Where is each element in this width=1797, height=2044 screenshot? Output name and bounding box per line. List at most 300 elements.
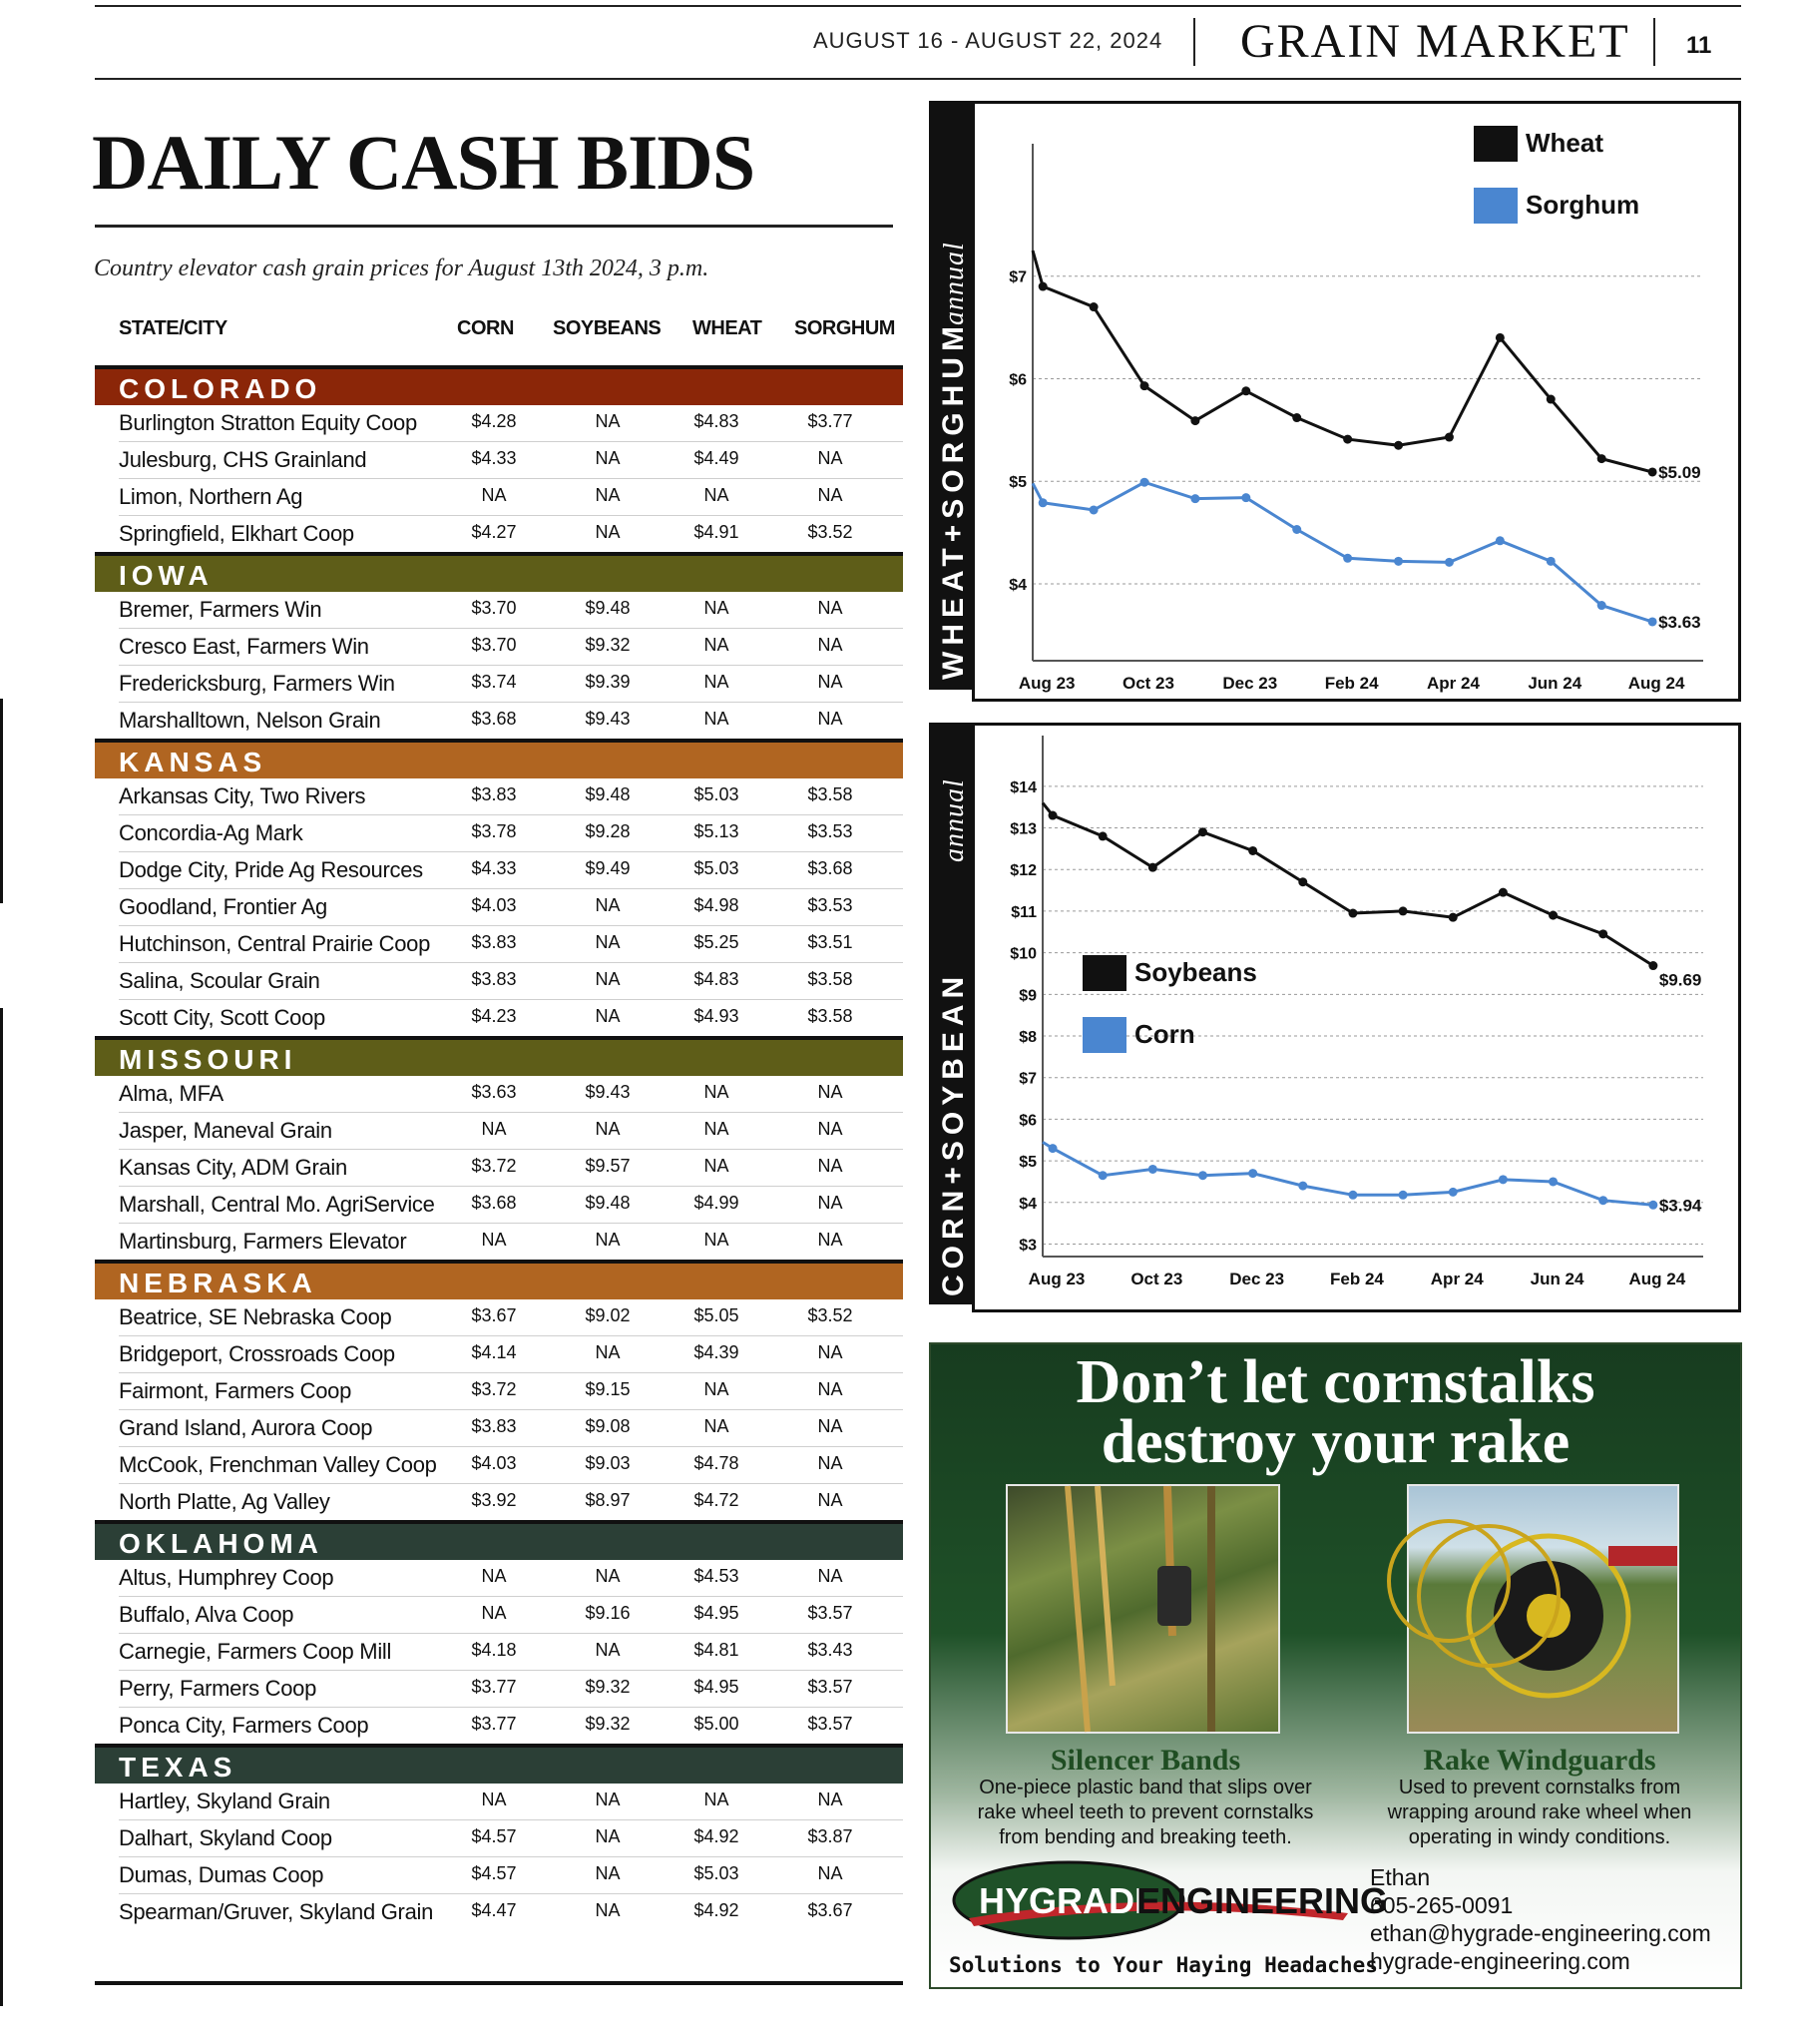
corn-price: $3.83 xyxy=(471,784,517,804)
table-row xyxy=(119,852,903,889)
corn-price: $3.78 xyxy=(471,821,517,841)
soybean-price: $9.32 xyxy=(585,635,631,655)
table-row xyxy=(119,815,903,852)
sorghum-price: $3.68 xyxy=(807,858,853,878)
legend-label-corn: Corn xyxy=(1134,1019,1195,1049)
title-rule xyxy=(95,225,893,228)
data-point-corn xyxy=(1399,1191,1408,1200)
wheat-price: NA xyxy=(703,485,729,505)
y-tick-label: $5 xyxy=(1019,1154,1037,1172)
sorghum-price: $3.51 xyxy=(807,932,853,952)
data-point-sorghum xyxy=(1090,505,1099,514)
data-point-wheat xyxy=(1648,467,1657,476)
sorghum-price: $3.53 xyxy=(807,821,853,841)
product-description-line: wrapping around rake wheel when xyxy=(1387,1801,1692,1823)
data-point-sorghum xyxy=(1039,498,1048,507)
city-name: Dodge City, Pride Ag Resources xyxy=(119,857,423,882)
wheat-price: $4.95 xyxy=(693,1603,739,1623)
x-tick-label: Aug 23 xyxy=(1028,1270,1086,1288)
soybean-price: $9.43 xyxy=(585,1082,631,1102)
table-row xyxy=(119,703,903,739)
table-row xyxy=(119,1000,903,1036)
soybean-price: NA xyxy=(595,1119,621,1139)
wheat-price: $4.92 xyxy=(693,1900,739,1920)
chart-side-subtitle: annual xyxy=(939,778,970,862)
city-name: Burlington Stratton Equity Coop xyxy=(119,410,417,435)
wheat-sorghum-chart-svg xyxy=(975,104,1738,699)
ad-contact xyxy=(1370,1863,1711,1975)
data-point-sorghum xyxy=(1648,617,1657,626)
legend-swatch-soybeans xyxy=(1083,955,1126,991)
sorghum-price: $3.58 xyxy=(807,1006,853,1026)
data-point-corn xyxy=(1598,1196,1607,1205)
corn-price: $3.74 xyxy=(471,672,517,692)
city-name: Goodland, Frontier Ag xyxy=(119,894,327,919)
legend-label-soybeans: Soybeans xyxy=(1134,957,1257,987)
y-tick-label: $5 xyxy=(1009,474,1027,492)
data-point-wheat xyxy=(1394,441,1403,450)
product-description-line: One-piece plastic band that slips over xyxy=(979,1777,1312,1798)
table-row xyxy=(119,1224,903,1260)
city-name: Fredericksburg, Farmers Win xyxy=(119,671,395,696)
data-point-soybeans xyxy=(1298,877,1307,886)
data-point-soybeans xyxy=(1648,961,1657,970)
data-point-sorghum xyxy=(1140,478,1149,487)
sorghum-price: NA xyxy=(817,635,843,655)
city-name: Spearman/Gruver, Skyland Grain xyxy=(119,1899,434,1924)
corn-price: NA xyxy=(481,1603,507,1623)
header-divider xyxy=(1653,18,1655,66)
sorghum-price: NA xyxy=(817,709,843,729)
product-description-line: rake wheel teeth to prevent cornstalks xyxy=(977,1801,1314,1823)
x-tick-label: Aug 24 xyxy=(1628,1270,1686,1288)
corn-price: $4.23 xyxy=(471,1006,517,1026)
y-tick-label: $13 xyxy=(1010,820,1037,838)
sorghum-price: NA xyxy=(817,672,843,692)
series-line-sorghum xyxy=(1033,482,1652,622)
data-point-corn xyxy=(1648,1201,1657,1210)
logo-text-hygrade: HYGRADE xyxy=(979,1880,1159,1921)
corn-soybean-chart-svg xyxy=(975,726,1738,1309)
table-row xyxy=(119,629,903,666)
wheat-price: NA xyxy=(703,1230,729,1250)
data-point-wheat xyxy=(1597,454,1606,463)
city-name: Hutchinson, Central Prairie Coop xyxy=(119,931,430,956)
wheat-price: $4.49 xyxy=(693,448,739,468)
chart-side-title: CORN+SOYBEAN xyxy=(937,970,970,1296)
x-tick-label: Feb 24 xyxy=(1330,1270,1384,1288)
city-name: Ponca City, Farmers Coop xyxy=(119,1713,369,1738)
corn-price: NA xyxy=(481,1789,507,1809)
state-header-colorado: COLORADO xyxy=(95,365,903,405)
city-name: Jasper, Maneval Grain xyxy=(119,1118,332,1143)
wheat-price: $4.53 xyxy=(693,1566,739,1586)
legend-swatch-corn xyxy=(1083,1017,1126,1053)
table-row xyxy=(119,1150,903,1187)
page-number: 11 xyxy=(1686,32,1712,59)
series-line-soybeans xyxy=(1043,803,1653,966)
hygrade-logo xyxy=(949,1858,1389,1943)
table-row xyxy=(119,926,903,963)
header-rule xyxy=(95,78,1741,80)
table-row xyxy=(119,1671,903,1708)
column-header-soybeans: SOYBEANS xyxy=(553,317,662,339)
data-point-wheat xyxy=(1190,416,1199,425)
top-rule xyxy=(95,5,1741,7)
wheat-price: $4.81 xyxy=(693,1640,739,1660)
table-subtitle: Country elevator cash grain prices for August 13th 2024, 3 p.m. xyxy=(94,256,709,281)
wheat-sorghum-chart xyxy=(972,101,1741,702)
wheat-price: $5.25 xyxy=(693,932,739,952)
sorghum-price: NA xyxy=(817,1082,843,1102)
end-value-label: $3.94 xyxy=(1658,1196,1702,1216)
corn-price: $3.68 xyxy=(471,1193,517,1213)
data-point-sorghum xyxy=(1292,525,1301,534)
table-row xyxy=(119,442,903,479)
hygrade-advertisement[interactable] xyxy=(929,1342,1742,1989)
data-point-corn xyxy=(1248,1169,1257,1178)
contact-phone[interactable]: 605-265-0091 xyxy=(1370,1892,1514,1918)
table-row xyxy=(119,1410,903,1447)
corn-price: $3.77 xyxy=(471,1677,517,1697)
wheat-price: NA xyxy=(703,635,729,655)
x-tick-label: Apr 24 xyxy=(1426,674,1480,693)
data-point-soybeans xyxy=(1248,846,1257,855)
data-point-wheat xyxy=(1292,413,1301,422)
soybean-price: NA xyxy=(595,1826,621,1846)
wheat-price: $5.03 xyxy=(693,784,739,804)
soybean-price: NA xyxy=(595,1230,621,1250)
data-point-soybeans xyxy=(1399,906,1408,915)
product-description-line: operating in windy conditions. xyxy=(1408,1826,1671,1848)
soybean-price: $9.43 xyxy=(585,709,631,729)
x-tick-label: Dec 23 xyxy=(1229,1270,1285,1288)
legend-swatch-sorghum xyxy=(1474,188,1518,224)
city-name: Salina, Scoular Grain xyxy=(119,968,320,993)
soybean-price: NA xyxy=(595,522,621,542)
soybean-price: NA xyxy=(595,1342,621,1362)
sorghum-price: NA xyxy=(817,1230,843,1250)
end-value-label: $9.69 xyxy=(1658,970,1702,990)
soybean-price: $8.97 xyxy=(585,1490,631,1510)
data-point-soybeans xyxy=(1148,863,1157,872)
sorghum-price: $3.52 xyxy=(807,1305,853,1325)
state-header-texas: TEXAS xyxy=(95,1744,903,1784)
wheat-price: $4.93 xyxy=(693,1006,739,1026)
soybean-price: NA xyxy=(595,932,621,952)
table-bottom-rule xyxy=(95,1981,903,1985)
soybean-price: NA xyxy=(595,1900,621,1920)
table-row xyxy=(119,1076,903,1113)
column-header-sorghum: SORGHUM xyxy=(794,317,895,339)
state-rows xyxy=(95,1299,903,1520)
corn-price: $3.77 xyxy=(471,1714,517,1734)
end-value-label: $3.63 xyxy=(1658,612,1701,632)
data-point-soybeans xyxy=(1598,929,1607,938)
sorghum-price: $3.77 xyxy=(807,411,853,431)
wheat-price: $4.83 xyxy=(693,411,739,431)
data-point-sorghum xyxy=(1394,557,1403,566)
table-row xyxy=(119,1336,903,1373)
city-name: Dumas, Dumas Coop xyxy=(119,1862,324,1887)
table-row xyxy=(119,1187,903,1224)
data-point-soybeans xyxy=(1449,913,1458,922)
table-row xyxy=(119,889,903,926)
contact-name: Ethan xyxy=(1370,1864,1431,1890)
city-name: Kansas City, ADM Grain xyxy=(119,1155,347,1180)
state-header-nebraska: NEBRASKA xyxy=(95,1260,903,1299)
sorghum-price: $3.52 xyxy=(807,522,853,542)
x-tick-label: Jun 24 xyxy=(1528,674,1582,693)
wheat-price: NA xyxy=(703,598,729,618)
x-tick-label: Aug 24 xyxy=(1627,674,1685,693)
data-point-corn xyxy=(1049,1144,1058,1153)
ad-headline-line: Don’t let cornstalks xyxy=(1076,1348,1595,1416)
ad-headline-line: destroy your rake xyxy=(1101,1408,1571,1476)
table-row xyxy=(119,405,903,442)
issue-date: AUGUST 16 - AUGUST 22, 2024 xyxy=(813,28,1163,53)
soybean-price: $9.48 xyxy=(585,784,631,804)
data-point-soybeans xyxy=(1198,827,1207,836)
soybean-price: NA xyxy=(595,1640,621,1660)
wheat-price: NA xyxy=(703,1119,729,1139)
wheat-price: NA xyxy=(703,1379,729,1399)
city-name: Marshall, Central Mo. AgriService xyxy=(119,1192,435,1217)
corn-price: $3.70 xyxy=(471,598,517,618)
state-rows xyxy=(95,405,903,552)
margin-mark xyxy=(0,699,3,903)
wheat-price: $5.05 xyxy=(693,1305,739,1325)
soybean-price: $9.49 xyxy=(585,858,631,878)
city-name: Fairmont, Farmers Coop xyxy=(119,1378,352,1403)
corn-price: $3.63 xyxy=(471,1082,517,1102)
y-tick-label: $9 xyxy=(1019,987,1037,1005)
sorghum-price: $3.43 xyxy=(807,1640,853,1660)
silencer-bands-photo xyxy=(1006,1484,1280,1734)
state-rows xyxy=(95,1076,903,1260)
sorghum-price: NA xyxy=(817,1119,843,1139)
sorghum-price: NA xyxy=(817,1863,843,1883)
column-header-state-city: STATE/CITY xyxy=(119,317,227,339)
wheat-price: NA xyxy=(703,672,729,692)
corn-price: $3.83 xyxy=(471,969,517,989)
x-tick-label: Oct 23 xyxy=(1130,1270,1183,1288)
data-point-corn xyxy=(1298,1182,1307,1191)
state-header-oklahoma: OKLAHOMA xyxy=(95,1520,903,1560)
y-tick-label: $11 xyxy=(1011,903,1037,921)
soybean-price: $9.15 xyxy=(585,1379,631,1399)
header-divider xyxy=(1193,18,1195,66)
wheat-price: $4.72 xyxy=(693,1490,739,1510)
table-row xyxy=(119,666,903,703)
table-row xyxy=(119,1857,903,1894)
sorghum-price: NA xyxy=(817,1342,843,1362)
table-row xyxy=(119,963,903,1000)
corn-price: $4.28 xyxy=(471,411,517,431)
city-name: North Platte, Ag Valley xyxy=(119,1489,330,1514)
data-point-soybeans xyxy=(1499,888,1508,897)
soybean-price: $9.48 xyxy=(585,1193,631,1213)
wheat-price: $4.39 xyxy=(693,1342,739,1362)
data-point-soybeans xyxy=(1099,831,1108,840)
y-tick-label: $3 xyxy=(1019,1237,1037,1255)
column-headers xyxy=(95,309,903,349)
logo-text-engineering: ENGINEERING xyxy=(1136,1880,1389,1921)
corn-price: $3.68 xyxy=(471,709,517,729)
data-point-sorghum xyxy=(1343,554,1352,563)
sorghum-price: NA xyxy=(817,1490,843,1510)
wheat-price: $4.99 xyxy=(693,1193,739,1213)
data-point-corn xyxy=(1148,1165,1157,1174)
table-row xyxy=(119,778,903,815)
soybean-price: NA xyxy=(595,1789,621,1809)
wheat-price: NA xyxy=(703,1416,729,1436)
soybean-price: $9.57 xyxy=(585,1156,631,1176)
table-row xyxy=(119,1373,903,1410)
y-tick-label: $10 xyxy=(1010,945,1037,963)
city-name: Marshalltown, Nelson Grain xyxy=(119,708,381,733)
table-row xyxy=(119,1708,903,1744)
sorghum-price: $3.57 xyxy=(807,1714,853,1734)
table-row xyxy=(119,1894,903,1930)
rake-windguards-photo xyxy=(1407,1484,1679,1734)
page-title: DAILY CASH BIDS xyxy=(92,119,755,206)
corn-price: $4.47 xyxy=(471,1900,517,1920)
sorghum-price: NA xyxy=(817,1789,843,1809)
corn-price: $3.72 xyxy=(471,1379,517,1399)
wheat-price: $4.91 xyxy=(693,522,739,542)
soybean-price: $9.39 xyxy=(585,672,631,692)
sorghum-price: $3.58 xyxy=(807,784,853,804)
wheat-price: $4.95 xyxy=(693,1677,739,1697)
y-tick-label: $4 xyxy=(1019,1195,1037,1213)
wheat-price: NA xyxy=(703,1156,729,1176)
corn-price: NA xyxy=(481,1230,507,1250)
wheat-price: $5.00 xyxy=(693,1714,739,1734)
end-value-label: $5.09 xyxy=(1658,462,1701,482)
table-row xyxy=(119,592,903,629)
product-description-line: Used to prevent cornstalks from xyxy=(1398,1777,1681,1798)
y-tick-label: $12 xyxy=(1010,862,1037,880)
chart-side-label xyxy=(929,101,974,690)
wheat-price: $5.03 xyxy=(693,858,739,878)
soybean-price: NA xyxy=(595,485,621,505)
corn-price: NA xyxy=(481,485,507,505)
data-point-soybeans xyxy=(1549,911,1558,920)
table-row xyxy=(119,479,903,516)
data-point-sorghum xyxy=(1241,493,1250,502)
data-point-wheat xyxy=(1140,381,1149,390)
y-tick-label: $6 xyxy=(1009,371,1027,389)
data-point-wheat xyxy=(1241,386,1250,395)
data-point-sorghum xyxy=(1547,557,1556,566)
state-rows xyxy=(95,1784,903,1930)
table-row xyxy=(119,1447,903,1484)
corn-price: $4.57 xyxy=(471,1863,517,1883)
soybean-price: $9.48 xyxy=(585,598,631,618)
y-tick-label: $7 xyxy=(1009,268,1027,286)
state-header-kansas: KANSAS xyxy=(95,739,903,778)
sorghum-price: $3.87 xyxy=(807,1826,853,1846)
product-title: Rake Windguards xyxy=(1423,1744,1656,1777)
city-name: Cresco East, Farmers Win xyxy=(119,634,369,659)
table-row xyxy=(119,1484,903,1520)
sorghum-price: $3.57 xyxy=(807,1677,853,1697)
series-line-corn xyxy=(1043,1142,1653,1205)
data-point-sorghum xyxy=(1190,494,1199,503)
soybean-price: $9.32 xyxy=(585,1677,631,1697)
sorghum-price: NA xyxy=(817,448,843,468)
corn-price: $4.33 xyxy=(471,448,517,468)
corn-price: $3.83 xyxy=(471,932,517,952)
sorghum-price: $3.58 xyxy=(807,969,853,989)
soybean-price: NA xyxy=(595,448,621,468)
city-name: Springfield, Elkhart Coop xyxy=(119,521,354,546)
x-tick-label: Apr 24 xyxy=(1430,1270,1484,1288)
y-tick-label: $14 xyxy=(1010,778,1037,796)
y-tick-label: $4 xyxy=(1009,576,1027,594)
city-name: Dalhart, Skyland Coop xyxy=(119,1825,332,1850)
data-point-corn xyxy=(1099,1171,1108,1180)
x-tick-label: Aug 23 xyxy=(1018,674,1076,693)
city-name: Concordia-Ag Mark xyxy=(119,820,303,845)
table-row xyxy=(119,1634,903,1671)
column-header-wheat: WHEAT xyxy=(692,317,762,339)
rake-teeth-illustration xyxy=(1008,1486,1278,1732)
data-point-wheat xyxy=(1496,333,1505,342)
wheat-price: $5.03 xyxy=(693,1863,739,1883)
data-point-sorghum xyxy=(1496,536,1505,545)
city-name: Scott City, Scott Coop xyxy=(119,1005,325,1030)
data-point-wheat xyxy=(1343,435,1352,444)
contact-email[interactable]: ethan@hygrade-engineering.com xyxy=(1370,1920,1711,1946)
sorghum-price: NA xyxy=(817,1156,843,1176)
product-description xyxy=(1350,1776,1729,1850)
corn-price: $4.03 xyxy=(471,1453,517,1473)
data-point-soybeans xyxy=(1049,811,1058,820)
legend-swatch-wheat xyxy=(1474,126,1518,162)
city-name: Julesburg, CHS Grainland xyxy=(119,447,367,472)
city-name: Beatrice, SE Nebraska Coop xyxy=(119,1304,392,1329)
margin-mark xyxy=(0,1008,3,2006)
corn-price: $4.18 xyxy=(471,1640,517,1660)
y-tick-label: $6 xyxy=(1019,1112,1037,1130)
data-point-corn xyxy=(1549,1177,1558,1186)
y-tick-label: $7 xyxy=(1019,1070,1037,1088)
x-tick-label: Feb 24 xyxy=(1324,674,1379,693)
city-name: Alma, MFA xyxy=(119,1081,224,1106)
x-tick-label: Jun 24 xyxy=(1530,1270,1584,1288)
data-point-corn xyxy=(1449,1188,1458,1197)
sorghum-price: NA xyxy=(817,1379,843,1399)
soybean-price: $9.03 xyxy=(585,1453,631,1473)
corn-soybean-chart xyxy=(972,723,1741,1312)
chart-side-title: WHEAT+SORGHUM xyxy=(937,320,970,680)
corn-price: $3.70 xyxy=(471,635,517,655)
soybean-price: NA xyxy=(595,411,621,431)
soybean-price: NA xyxy=(595,1566,621,1586)
wheat-price: NA xyxy=(703,709,729,729)
corn-price: $4.57 xyxy=(471,1826,517,1846)
contact-website[interactable]: hygrade-engineering.com xyxy=(1370,1948,1630,1974)
x-tick-label: Dec 23 xyxy=(1222,674,1278,693)
table-row xyxy=(119,1784,903,1820)
data-point-soybeans xyxy=(1348,909,1357,918)
table-row xyxy=(119,1113,903,1150)
data-point-sorghum xyxy=(1445,558,1454,567)
soybean-price: NA xyxy=(595,1863,621,1883)
city-name: Arkansas City, Two Rivers xyxy=(119,783,366,808)
